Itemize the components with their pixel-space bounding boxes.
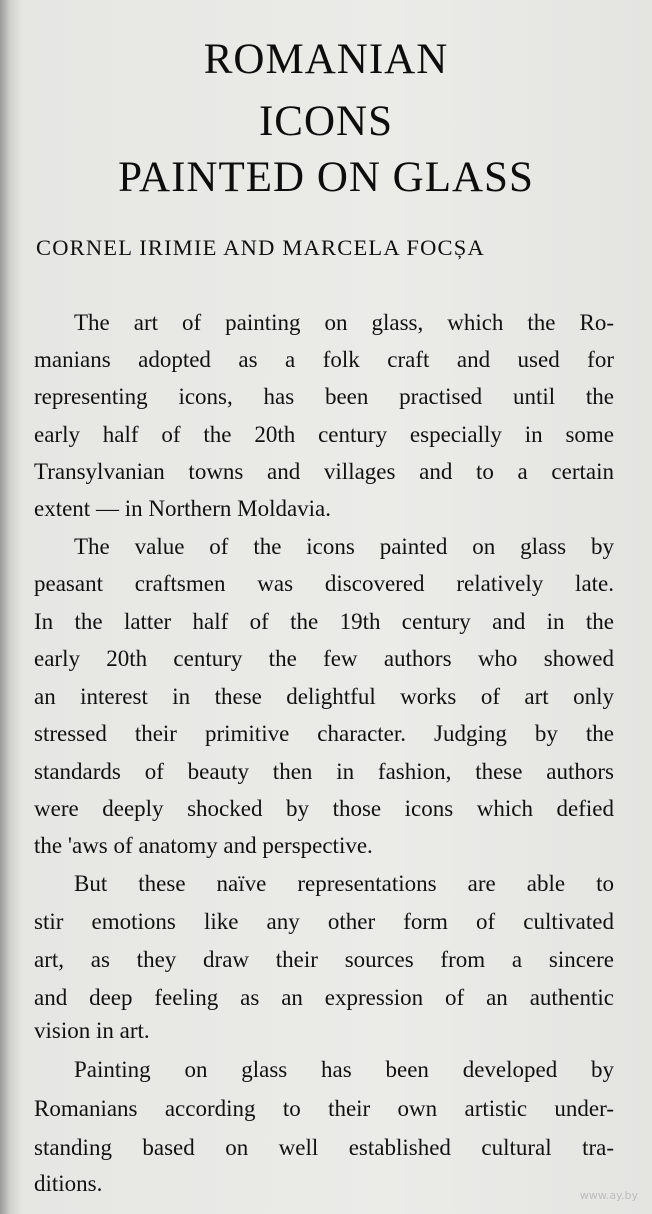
body-line: In the latter half of the 19th century and in the — [34, 609, 614, 634]
body-line: standards of beauty then in fashion, these authors — [34, 759, 614, 784]
body-line: the 'aws of anatomy and perspective. — [34, 833, 373, 858]
body-line: Painting on glass has been developed by — [74, 1057, 614, 1082]
body-line: stir emotions like any other form of cultivated — [34, 909, 614, 934]
body-line: The art of painting on glass, which the Ro- — [74, 310, 614, 335]
body-line: manians adopted as a folk craft and used for — [34, 347, 614, 372]
body-line: early half of the 20th century especially in some — [34, 422, 614, 447]
body-line: representing icons, has been practised until the — [34, 384, 614, 409]
body-line: were deeply shocked by those icons which defied — [34, 796, 614, 821]
body-line: art, as they draw their sources from a sincere — [34, 947, 614, 972]
body-line: peasant craftsmen was discovered relatively late. — [34, 571, 614, 596]
body-line: extent — in Northern Moldavia. — [34, 496, 332, 521]
title-line-3: PAINTED ON GLASS — [118, 154, 534, 201]
authors-line: CORNEL IRIMIE AND MARCELA FOCȘA — [36, 235, 485, 260]
body-line: standing based on well established cultural tra- — [34, 1135, 614, 1160]
title-line-2: ICONS — [258, 98, 394, 145]
body-line: ditions. — [34, 1171, 103, 1196]
body-line: But these naïve representations are able to — [74, 871, 614, 896]
body-line: an interest in these delightful works of art only — [34, 684, 614, 709]
body-line: vision in art. — [34, 1018, 150, 1043]
body-line: and deep feeling as an expression of an authentic — [34, 985, 614, 1010]
body-line: Romanians according to their own artistic under- — [34, 1096, 614, 1121]
body-line: The value of the icons painted on glass by — [74, 534, 614, 559]
title-line-1: ROMANIAN — [203, 36, 449, 83]
body-line: stressed their primitive character. Judging by the — [34, 721, 614, 746]
body-line: Transylvanian towns and villages and to a certain — [34, 459, 614, 484]
watermark: www.ay.by — [579, 1189, 638, 1202]
body-line: early 20th century the few authors who showed — [34, 646, 614, 671]
